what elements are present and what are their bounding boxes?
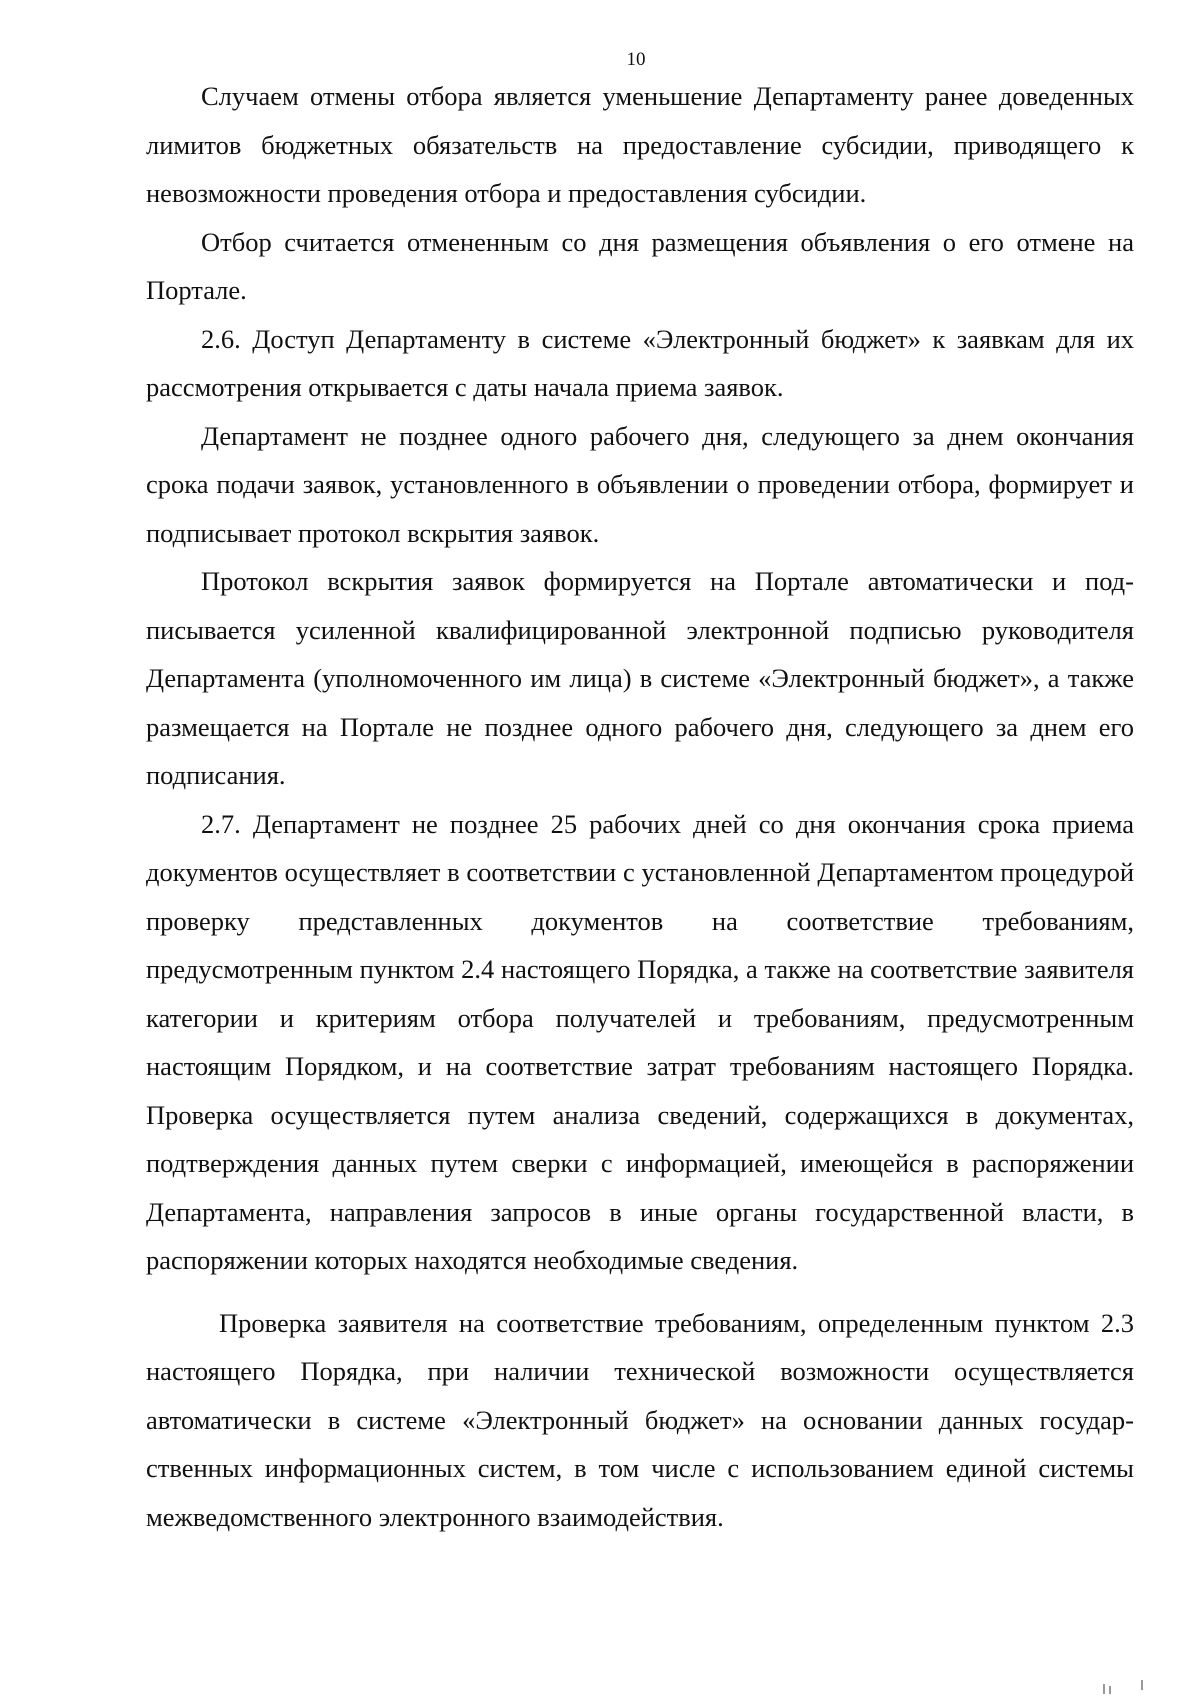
scan-artifact-mark — [1141, 1680, 1143, 1690]
paragraph-opening-protocol-signing: Департамент не позднее одного рабочего дня, следующего за днем окончания срока подачи заявок, установленного в объявлении о проведении отбора, формирует и подписывает протокол вскрытия заявок. — [146, 420, 1134, 548]
paragraph-section-2-7-verification: 2.7. Департамент не позднее 25 рабочих дней со дня окончания срока приема документов осуществляет в соответствии с установленной Департаментом процедурой проверку представленных документов на соответствие требованиям, предусмотренным пунктом 2.4 настоящего Порядка, а также на соответствие заявителя категории и критериям отбора получателей и требованиям, предусмотренным настоящим Порядком, и на соответствие затрат требованиям настоящего Порядка. Проверка осуществляется путем анализа сведений, содержащихся в документах, подтверждения данных путем сверки с информацией, имеющейся в распоряжении Департамента, направления запросов в иные органы государственной власти, в распоряжении которых находятся необходимые сведения. — [146, 808, 1134, 1275]
paragraph-opening-protocol-portal: Протокол вскрытия заявок формируется на Портале автоматически и подписывается усиленной квалифицированной электронной подписью руководителя Департамента (уполномоченного им лица) в системе «Электронный бюджет», а также размещается на Портале не позднее одного рабочего дня, следующего за днем его подписания. — [146, 566, 1134, 790]
paragraph-applicant-check: Проверка заявителя на соответствие требованиям, определенным пунктом 2.3 настоящего Порядка, при наличии технической возможности осуществляется автоматически в системе «Электронный бюджет» на основании данных государственных информационных систем, в том числе с использованием единой системы межведомственного электронного взаимодействия. — [146, 1307, 1134, 1532]
document-body — [146, 72, 1134, 1541]
paragraph-section-2-6-access: 2.6. Доступ Департаменту в системе «Электронный бюджет» к заявкам для их рассмотрения открывается с даты начала приема заявок. — [146, 323, 1134, 402]
page-number: 10 — [626, 49, 646, 70]
paragraph-selection-cancelled-date: Отбор считается отмененным со дня размещения объявления о его отмене на Портале. — [146, 226, 1134, 305]
scan-artifact-mark — [1103, 1684, 1105, 1694]
paragraph-selection-cancellation: Случаем отмены отбора является уменьшение Департаменту ранее доведенных лимитов бюджетных обязательств на предоставление субсидии, приводящего к невозможности проведения отбора и предоставления субсидии. — [146, 81, 1134, 208]
scan-artifact-mark — [1109, 1686, 1111, 1694]
